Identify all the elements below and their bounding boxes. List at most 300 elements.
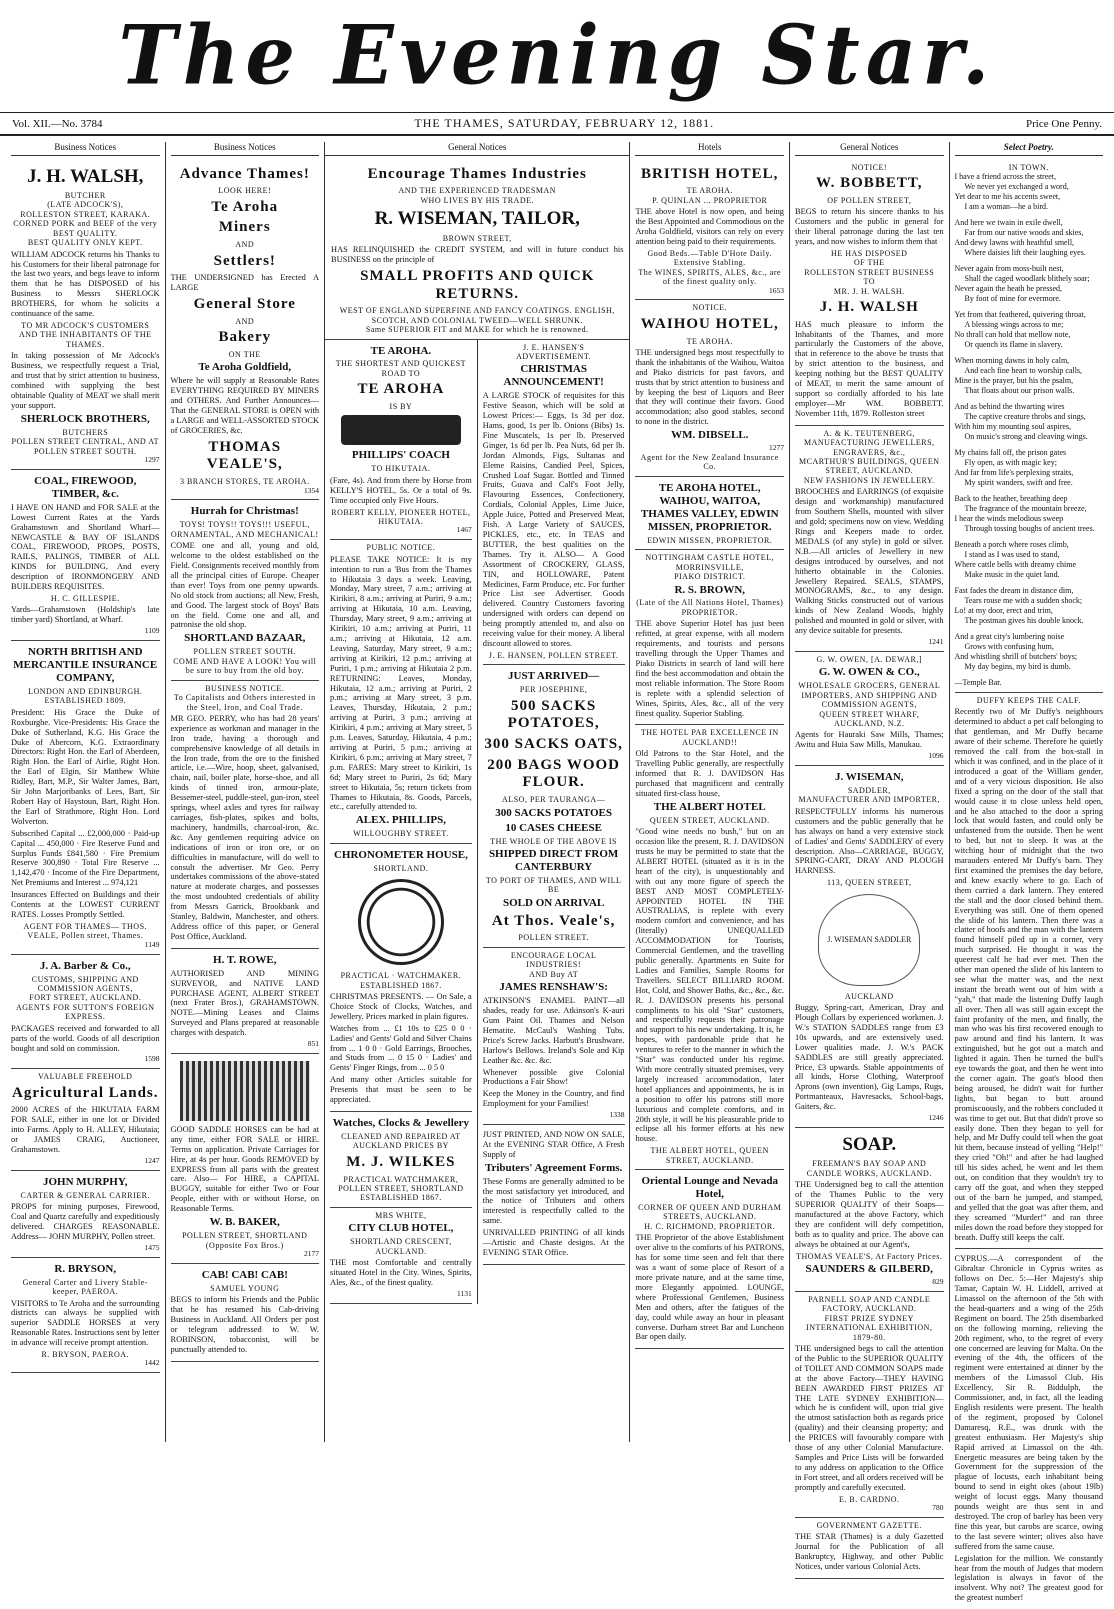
ad-body: JUST PRINTED, AND NOW ON SALE, At the EVENING STAR Office, A Fresh Supply of xyxy=(482,1129,625,1159)
ad-line: SADDLER, xyxy=(847,786,891,796)
ad-title: R. WISEMAN, TAILOR, xyxy=(374,208,580,230)
poem-line: And whistling shrill of butchers' boys; xyxy=(954,652,1078,662)
ad-title: WAIHOU HOTEL, xyxy=(640,315,779,332)
baker-ad xyxy=(171,1054,320,1264)
wilkes-ad xyxy=(330,1112,472,1208)
ad-body: RESPECTFULLY informs his numerous customers and the public generally that he has always on hand a very extensive stock of Ladies' and Gents' SADDLERY of every description. Also—CARRIAGE, BUGGY, SPRING-CART, DRAY AND PLOUGH HARNESS. xyxy=(795,806,944,876)
ad-line: G. W. OWEN, xyxy=(816,654,869,664)
ad-line: PUBLIC NOTICE. xyxy=(366,543,436,553)
poem-line: Never again from moss-built nest, xyxy=(954,264,1064,274)
ad-line: AND Buy AT xyxy=(529,969,579,979)
ad-body: THE above Hotel is now open, and being the Best Appointed and Commodious on the Aroha Goldfield, visitors can rely on every attention being paid to their requirements. xyxy=(635,207,784,246)
ad-number: 1149 xyxy=(144,939,160,949)
land-ad xyxy=(11,1069,160,1171)
ad-number: 851 xyxy=(307,1039,320,1049)
ad-line: WEST OF ENGLAND SUPERFINE AND FANCY COATINGS. ENGLISH, SCOTCH, AND COLONIAL TWEED—WELL SHRUNK. xyxy=(339,306,615,325)
ad-line: (Late of the All Nations Hotel, Thames) PROPRIETOR. xyxy=(636,598,784,617)
ad-line: THE SHORTEST AND QUICKEST ROAD TO xyxy=(335,359,467,378)
poem-line: Where daisies lift their laughing eyes. xyxy=(964,248,1086,258)
story-title: DUFFY KEEPS THE CALF. xyxy=(976,696,1081,706)
ad-line: THE HOTEL PAR EXCELLENCE IN AUCKLAND!! xyxy=(640,728,779,747)
ad-body: These Forms are generally admitted to be the most satisfactory yet introduced, and the notice of Tributers and others interested is respectfully called to the same. xyxy=(482,1176,625,1226)
volume-number: Vol. XII.—No. 3784 xyxy=(12,117,103,130)
ad-body: THE undersigned begs most respectfully to thank the inhabitants of the Waihou, Waitoa and Piako districts for past favors, and trusts that by strict attention to business and by keeping the best of Liquors and Beer that they will continue their favors. Good accommodation; also good stables, second to none in the district. xyxy=(635,347,784,427)
poem-line: Yet dear to me his accents sweet, xyxy=(954,192,1061,202)
ad-title: Advance Thames! xyxy=(179,165,310,182)
ad-title: JOHN MURPHY, xyxy=(42,1175,128,1188)
ad-title: Tributers' Agreement Forms. xyxy=(484,1161,623,1174)
ad-line: TE AROHA. xyxy=(686,186,733,196)
poem-line: —Temple Bar. xyxy=(954,678,1002,688)
bryson-ad xyxy=(11,1258,160,1374)
story-body: Recently two of Mr Duffy's neighbours determined to abduct a pet calf belonging to that gentleman, and Mr Duffy became aware of their scheme. Therefore he quietly removed the calf from the box-stall in which it was confined, and in the place of it introduced a goat of the William gender, and of a very vicious disposition. He also fixed a spring on the door of the stall that would cause it to close unless held open, and he also attached to the door a spring lock that would fasten, and could only be unfastened from the outside. Then he went to bed, but not to sleep. It was at the witching hour of midnight that the two marauders entered Mr Duffy's barn. They first examined the premises the day before, and knew exactly where to go. Each of them carried a dark lantern. They entered the stall and the door closed behind them. Everything was still. One of them opened the slide of his lantern. Then there was a clatter of hoofs and the man with the lantern found himself piled up in a corner, very much surprised. He thought it was the queerest calf he had ever met. Then the other man opened the slide of his lantern to see what the matter was, and the next instant the breath went out of him with a "yah," that made the listening Duffy laugh all over. Then all was still again except the faint profanity of the men, and finally, the man who was his first recovered enough to paw around and find his lantern. It was extinguished, but he got out a match and lighted it again. Then he turned the bull's eye towards the goat, and then he went into the corner again. The goat's blood then being aroused, he didn't wait for further lights, but began to butt around promiscuously, and the robbers concluded it was time to get out. But that didn't prove so easily done. Then they began to yell for help, and Mr Duffy could tell when the goat hit them, because instead of yelling "Help!" they cried "Oh!" and after he had laughed till his sides ached, he went and let them out, on condition that they wouldn't try to carry off the goat, and when they stepped out of the barn he jumped, and stamped, and yelled that the goat was after them, and they screamed "Murder!" and ran three miles down the road before they stopped for breath. Duffy still keeps the calf. xyxy=(954,707,1104,1242)
north-british-ad xyxy=(11,641,160,955)
ad-line: THE WHOLE OF THE ABOVE IS xyxy=(490,836,617,846)
ad-number: 1247 xyxy=(144,1155,160,1165)
poem-line: And a great city's lumbering noise xyxy=(954,632,1065,642)
ad-title: Te Aroha Goldfield, xyxy=(198,361,292,374)
poem-line: Shall the caged woodlark blithely soar; xyxy=(964,274,1090,284)
poem-line: Make music in the quiet land. xyxy=(964,570,1060,580)
column-heading: Hotels xyxy=(635,142,784,156)
ad-line: VALUABLE FREEHOLD xyxy=(38,1072,133,1082)
ad-line: MANUFACTURER AND IMPORTER, xyxy=(798,795,940,805)
ad-number: 1354 xyxy=(304,485,320,495)
poem-line: And each fine heart to worship calls, xyxy=(964,366,1083,376)
ad-title: CAB! CAB! CAB! xyxy=(201,1268,288,1281)
ad-body: GOOD SADDLE HORSES can be had at any time, either FOR SALE or HIRE. Terms on application. Private Carriages for Hire, at 4s per hour. Goods REMOVED by EXPRESS from all parts with the greatest care. Also— For HIRE, a CAPITAL BUGGY, suitable for either Two or Four People, either with or without Horse, on Reasonable Terms. xyxy=(170,1124,320,1214)
column-heading: General Notices xyxy=(325,142,629,156)
bazaar-ad xyxy=(171,500,320,680)
ad-title: SMALL PROFITS AND QUICK RETURNS. xyxy=(360,267,595,302)
poem-line: I stand as I was used to stand, xyxy=(964,550,1060,560)
poem-line: Beneath a porch where roses climb, xyxy=(954,540,1069,550)
ad-number: 1131 xyxy=(457,1288,472,1298)
poem-line: Through tossing boughs of ancient trees. xyxy=(964,524,1095,534)
ad-line: WILLOUGHBY STREET. xyxy=(353,829,449,839)
poem-line: Tears rouse me with a sudden shock; xyxy=(964,596,1083,606)
soap-ad xyxy=(795,1128,944,1292)
ad-line: BEST QUALITY ONLY KEPT. xyxy=(27,238,143,248)
british-hotel-ad xyxy=(635,160,784,301)
ad-body: THE most Comfortable and centrally situated Hotel in the City. Wines, Spirits, Ales, &c., of the finest quality. xyxy=(330,1258,472,1287)
ad-line: POLLEN STREET, SHORTLAND (Opposite Fox Bros.) xyxy=(182,1231,308,1250)
ad-number: 2177 xyxy=(304,1248,320,1258)
parnell-ad xyxy=(795,1292,944,1518)
ad-title: THE ALBERT HOTEL xyxy=(653,800,766,813)
dateline xyxy=(0,112,1114,136)
ad-title: Oriental Lounge and Nevada Hotel, xyxy=(641,1175,779,1201)
public-notice-ad xyxy=(330,540,472,843)
ad-line: BROWN STREET, xyxy=(442,233,512,243)
ad-body: CHRISTMAS PRESENTS. — On Sale, a Choice Stock of Clocks, Watches, and Jewellery. Prices marked in plain figures. xyxy=(330,992,472,1021)
column-3-split xyxy=(325,340,629,1304)
ad-line: P. QUINLAN ... PROPRIETOR xyxy=(652,195,768,205)
ad-line: MANUFACTURING JEWELLERS, ENGRAVERS, &c., xyxy=(804,438,935,457)
poem-line: Back to the heather, breathing deep xyxy=(954,494,1068,504)
poem-line: A blessing wings across to me; xyxy=(964,320,1064,330)
ad-title: ALEX. PHILLIPS, xyxy=(355,814,446,827)
column-3 xyxy=(325,142,630,1442)
ad-title: J. WISEMAN, xyxy=(834,771,904,784)
ad-body: THE UNDERSIGNED has Erected A LARGE xyxy=(170,273,320,293)
ad-title: 300 SACKS POTATOES xyxy=(495,806,613,819)
ad-line: LONDON AND EDINBURGH. xyxy=(28,686,143,696)
column-6 xyxy=(950,142,1109,1603)
ad-body: Subscribed Capital ... £2,000,000 · Paid-up Capital ... 450,000 · Fire Reserve Fund and Surplus Funds £841,580 · Fire Premium Reserve 300,890 · Total Fire Reserve ... 1,142,470 · Income of the Fire Department, Net Premiums and Interest ... 974,121 xyxy=(11,828,160,888)
ad-line: NOTTINGHAM CASTLE HOTEL, xyxy=(645,553,775,563)
ad-line: ALSO, PER TAURANGA— xyxy=(502,795,606,805)
ad-line: BUSINESS NOTICE. xyxy=(205,683,285,693)
ad-title: SHORTLAND BAZAAR, xyxy=(184,632,306,645)
ad-number: 829 xyxy=(932,1276,944,1286)
ad-line: IS BY xyxy=(389,402,413,412)
column-heading: Business Notices xyxy=(11,142,160,156)
ad-body: 2000 ACRES of the HIKUTAIA FARM FOR SALE, either in one lot or Divided into Farms. Apply to H. ALLEY, Hikutaia; or JAMES CRAIG, Auctioneer, Grahamstown. xyxy=(11,1105,160,1155)
ad-title: W. BOBBETT, xyxy=(816,175,923,192)
ad-body: AUTHORISED AND MINING SURVEYOR, and NATIVE LAND PURCHASE AGENT, ALBERT STREET (next Frater Bros.), GRAHAMSTOWN. NOTE.—Mining Leases and Claims Surveyed and Plans prepared at reasonable charges with despatch. xyxy=(170,968,320,1038)
poem-line: Fast fades the dream in distance dim, xyxy=(954,586,1074,596)
renshaw-ad xyxy=(483,948,625,1125)
ad-line: ESTABLISHED 1809. xyxy=(44,696,127,706)
poem xyxy=(955,160,1104,693)
ad-body: VISITORS to Te Aroha and the surrounding districts can always be supplied with superior SADDLE HORSES at very Reasonable Rates. Instructions sent by letter in advance will receive prompt attention. xyxy=(11,1298,160,1348)
poem-line: Or quench its flame in slavery. xyxy=(964,340,1063,350)
ad-line: ROLLESTON STREET BUSINESS xyxy=(804,267,935,277)
ad-number: 1598 xyxy=(144,1054,160,1064)
ad-body: PROPS for mining purposes, Firewood, Coal and Quartz carefully and expeditiously delivered. CHARGES REASONABLE. Address— JOHN MURPHY, Pollen street. xyxy=(11,1202,160,1241)
ad-body: Where he will supply at Reasonable Rates EVERYTHING REQUIRED BY MINERS and OTHERS. And Further Announces—That the GENERAL STORE is OPEN with a LARGE and WELL-ASSORTED STOCK of GROCERIES, &c. xyxy=(170,376,320,435)
ad-title: CHRISTMAS ANNOUNCEMENT! xyxy=(503,363,604,389)
city-club-ad xyxy=(330,1208,472,1304)
ad-title: Te Aroha xyxy=(211,198,279,215)
ad-title: Encourage Thames Industries xyxy=(367,165,587,182)
poem-line: That floats about our prison walls. xyxy=(964,386,1075,396)
ad-body: WILLIAM ADCOCK returns his Thanks to his Customers for their liberal patronage for the last two years, and begs leave to inform them that he has DISPOSED of his Business to Messrs SHERLOCK BROTHERS, for whom he solicits a continuance of the same. xyxy=(11,249,160,319)
ad-title: BRITISH HOTEL, xyxy=(641,165,779,182)
ad-body: BEGS to inform his Friends and the Public that he has resumed his Cab-driving Business in Auckland. All Orders per post or telegram addressed to W. W. ROBINSON, tobacconist, will be punctually attended to. xyxy=(170,1295,320,1354)
column-1 xyxy=(6,142,166,1442)
veale-store-ad xyxy=(171,160,320,501)
ad-line: H. C. GILLESPIE. xyxy=(50,593,120,603)
ad-body: Old Patrons to the Star Hotel, and the Travelling Public generally, are respectfully informed that R. J. DAVIDSON Has purchased that magnificent and centrally situated first-class house, xyxy=(635,749,784,798)
ad-body: I HAVE ON HAND and FOR SALE at the Lowest Current Rates at the Yards Grahamstown and Shortland Wharf— NEWCASTLE & BAY OF ISLANDS COAL, FIREWOOD, PROPS, POSTS, RAILS, PALINGS, TIMBER of ALL KINDS for BUILDING, And every description of IRONMONGERY AND BUILDERS REQUISITES. xyxy=(11,502,160,592)
ad-title: W. B. BAKER, xyxy=(209,1216,280,1229)
poem-line: On music's strong and cleaving wings. xyxy=(964,432,1088,442)
oriental-ad xyxy=(635,1170,784,1349)
ad-line: WHO LIVES BY HIS TRADE. xyxy=(420,195,534,205)
ad-title: J. H. WALSH, xyxy=(27,165,144,187)
ad-title: WM. DIBSELL. xyxy=(671,429,749,442)
ad-body: HAS much pleasure to inform the Inhabitants of the Thames, and more particularly the Customers of the above, that in reference to the above he trusts that by strict attention to the business, and keeping nothing but the BEST QUALITY of MEAT, to merit the same amount of support so cordially afforded to his late employer—Mr WM. BOBBETT. November 11th, 1879. Rolleston street xyxy=(795,319,944,418)
ad-line: TO PORT OF THAMES, AND WILL BE xyxy=(485,875,622,895)
ad-line: NOTICE. xyxy=(692,303,728,313)
ad-body: HAS RELINQUISHED the CREDIT SYSTEM, and will in future conduct his BUSINESS on the principle of xyxy=(331,245,624,264)
poem-line: I am a woman—he a bird. xyxy=(964,202,1049,212)
hansen-ad xyxy=(483,340,625,666)
ad-line: WATCHMAKER. xyxy=(397,971,462,981)
ad-line: FIRST PRIZE SYDNEY INTERNATIONAL EXHIBITION, 1879-80. xyxy=(806,1313,933,1342)
carriage-illustration xyxy=(180,1061,310,1121)
ad-line: WHOLESALE GROCERS, GENERAL IMPORTERS, AND SHIPPING AND COMMISSION AGENTS, xyxy=(798,681,941,710)
phillips-coach-ad xyxy=(330,340,472,541)
ad-body: Insurances Effected on Buildings and their Contents at the LOWEST CURRENT RATES. Losses Promptly Settled. xyxy=(11,890,160,919)
owen-ad: G. W. OWEN, [A. DEWAR,] G. W. OWEN & CO., WHOLESALE GROCERS, GENERAL IMPORTERS, AND SHIPPING AND COMMISSION AGENTS, QUEEN STREET WHARF, AUCKLAND, N.Z. Agents for Hauraki Saw Mills, Thames; Awitu and Huia Saw Mills, Manukau. 1096 xyxy=(795,652,944,766)
ad-body: PLEASE TAKE NOTICE: It is my intention to run a 'Bus from the Thames to Hikutaia 3 days a week. Leaving, Monday, Mary street, 7 a.m.; arriving at Kirikiri, 8 a.m.; arriving at Puriri, 9 a.m.; arriving at Hikutaia, 10 a.m. Leaving, Thursday, Mary street, 9 a.m.; arriving at Kirikiri, 10 a.m.; arriving at Puriri, 11 a.m.; arriving at Hikutaia, 12 a.m. Leaving, Saturday, Mary street, 9 a.m.; arriving at Kirikiri, 12 p.m.; arriving at Puriri, 1 p.m.; arriving at Hikutaia 2 p.m. RETURNING: Leaves, Monday, Hikutaia, 12 a.m.; arriving at Puriri, 2 p.m.; arriving at Mary street, 3 p.m. Leaves, Thursday, Hikutaia, 2 p.m.; arriving at Puriri, 3 p.m.; arriving at Kirikiri, 4 p.m.; arriving at Mary street, 5 p.m. Leaves, Saturday, Hikutaia, 4 p.m.; arriving at Puriri, 5 p.m.; arriving at Kirikiri, 6 p.m.; arriving at Mary street, 7 p.m. FARES: Mary street to Kirikiri, 1s 6d; Mary street to Puriri, 2s 6d; Mary street to Hikutaia, 5s; return tickets from Thames to Hikutaia, 8s. Goods, Parcels, etc., carefully attended to. xyxy=(330,554,472,812)
ad-line: The WINES, SPIRITS, ALES, &c., are of the finest quality only. xyxy=(638,267,782,287)
ad-line: CARTER & GENERAL CARRIER. xyxy=(20,1190,151,1200)
issue-date: THE THAMES, SATURDAY, FEBRUARY 12, 1881. xyxy=(414,116,715,130)
ad-body: UNRIVALLED PRINTING of all kinds—Artistic and Chaste designs. At the EVENING STAR Office. xyxy=(482,1228,625,1258)
cyprus-story xyxy=(955,1249,1104,1609)
ad-body: THE Undersigned beg to call the attention of the Thames Public to the very SUPERIOR QUALITY of their Soaps—manufactured at the above Factory, which they are confident will defy competition, both as to quality and price. The above can always be obtained at our Agent's, xyxy=(795,1180,944,1249)
ad-line: OF THE xyxy=(853,258,885,268)
poem-line: Never again the heath be pressed, xyxy=(954,284,1063,294)
poem-line: My chains fall off, the prison gates xyxy=(954,448,1067,458)
ad-number: 1246 xyxy=(928,1113,944,1123)
poem-line: I hear the winds melodious sweep xyxy=(954,514,1064,524)
column-3-left xyxy=(325,340,478,1304)
ad-line: EDWIN MISSEN, PROPRIETOR. xyxy=(647,535,773,545)
ad-body: Buggy, Spring-cart, American, Dray and Plough Collars by experienced workmen. J. W.'s STATION SADDLES range from £3 10s upwards, and are extensively used. Lower qualities made. J. W.'s PACK SADDLES are still greatly appreciated. Price, £3 upwards. Stable appointments of all kinds, Horse Clothing, Waterproof Aprons (own invention), Gig Lamps, Rugs, Portmanteaux, Havresacks, School-bags, Gaiters, &c. xyxy=(795,1003,944,1112)
column-3-right xyxy=(478,340,630,1304)
ad-line: AND xyxy=(235,316,255,326)
ad-line: QUEEN STREET, AUCKLAND. xyxy=(649,815,770,825)
ad-line: ROLLESTON STREET, KARAKA. xyxy=(20,209,151,219)
barber-ad xyxy=(11,955,160,1070)
ad-number: 1467 xyxy=(456,525,472,535)
ad-line: H. C. RICHMOND, PROPRIETOR. xyxy=(644,1221,776,1231)
column-heading: General Notices xyxy=(795,142,944,156)
poem-line: And far from life's perplexing straits, xyxy=(954,468,1074,478)
ad-line: PER JOSEPHINE, xyxy=(519,685,588,695)
poem-line: Fly open, as with magic key; xyxy=(964,458,1057,468)
ad-body: A LARGE STOCK of requisites for this Festive Season, which will be sold at Lowest Prices:— Eggs, 1s 3d per doz. Hams, good, 1s per lb. Onions (Bibs) 1s. Fine Muscatels, 1s per lb. Preserved Ginger, 1s 6d per lb. Pea Nuts, 6d per lb. Jordan Almonds, Figs, Sultanas and Eleme Raisins, Candied Peel, Spices, Crushed Loaf Sugar. Bottled and Tinned Fruits, Guava and Calf's Foot Jelly, Flavouring Essences, Confectionery, Cordials, Colonial Apples, Lime Juice, Apple Juice, Potted and Preserved Meat, Fish. A Large Variety of SAUCES, PICKLES, etc., etc. In TEAS and BUTTER, the best qualities on the Thames. Try it. ALSO— A Good Assortment of CROCKERY, GLASS, TIN, and HOLLOWARE, Patent Medicines, Farm Produce, etc. For further Price List see Advertiser. Goods delivered. Country Customers favoring undersigned with orders can depend on being promptly attended to, and also on receiving value for their money. A liberal discount allowed to stores. xyxy=(482,391,625,648)
ad-title: Watches, Clocks & Jewellery xyxy=(332,1116,470,1129)
ad-line: AND THE EXPERIENCED TRADESMAN xyxy=(398,186,557,196)
ad-title: At Thos. Veale's, xyxy=(491,912,616,929)
poem-line: Grows with confusing hum, xyxy=(964,642,1054,652)
ad-body: THE undersigned begs to call the attention of the Public to the SUPERIOR QUALITY of TOILET AND COMMON SOAPS made at the above Factory—THEY HAVING BEEN AWARDED FIRST PRIZES AT THE LATE SYDNEY EXHIBITION—which he is confident will, upon trial give the utmost satisfaction both as regards price (quality) and their cleansing property; and the PRICES will favourably compare with those of any other Colonial Manufacture. Samples and Price Lists will be forwarded to any address on application to the Office in Fort street, and all orders received will be promptly and carefully executed. xyxy=(795,1343,944,1492)
ad-line: TO xyxy=(863,277,876,287)
ad-line: J. E. HANSEN'S xyxy=(522,342,585,352)
ad-line: TO HIKUTAIA. xyxy=(371,464,431,474)
ad-line: NOTICE! xyxy=(851,162,887,172)
ad-number: 1475 xyxy=(144,1242,160,1252)
poem-line: Mine is the prayer, but his the psalm, xyxy=(954,376,1074,386)
column-heading: Business Notices xyxy=(171,142,320,156)
ad-line: BUTCHERS xyxy=(62,427,109,437)
ad-title: SOAP. xyxy=(842,1133,897,1155)
ad-line: (LATE ADCOCK'S), xyxy=(47,200,124,210)
poem-line: No thrall can hold that mellow note, xyxy=(954,330,1071,340)
ad-title: M. J. WILKES xyxy=(346,1153,456,1170)
ad-line: LOOK HERE! xyxy=(218,186,272,196)
ad-title: SAUNDERS & GILBERD, xyxy=(805,1262,933,1275)
ad-title: CITY CLUB HOTEL, xyxy=(348,1222,454,1235)
newspaper-title: The Evening Star. xyxy=(118,7,996,104)
ad-number: 1241 xyxy=(928,636,944,646)
ad-line: MCARTHUR'S BUILDINGS, QUEEN STREET, AUCKLAND. xyxy=(799,457,940,476)
poem-line: The fragrance of the mountain breeze, xyxy=(964,504,1087,514)
price: Price One Penny. xyxy=(1026,117,1102,130)
ad-line: PRACTICAL WATCHMAKER, xyxy=(343,1174,459,1184)
ad-title: Hurrah for Christmas! xyxy=(190,505,299,518)
poem-line: And dewy lawns with heathful smell, xyxy=(954,238,1075,248)
ad-line: POLLEN STREET CENTRAL, AND AT POLLEN STREET SOUTH. xyxy=(11,437,159,456)
ad-line: POLLEN STREET, SHORTLAND xyxy=(338,1183,464,1193)
ad-title: 300 SACKS OATS, xyxy=(484,736,623,753)
ad-line: CLEANED AND REPAIRED AT AUCKLAND PRICES BY xyxy=(341,1131,461,1151)
poem-line: My day begins, my bird is dumb. xyxy=(964,662,1071,672)
ad-title: JUST ARRIVED— xyxy=(508,670,600,683)
gazette-ad xyxy=(795,1518,944,1579)
chronometer-ad: CHRONOMETER HOUSE, SHORTLAND. PRACTICAL · WATCHMAKER. ESTABLISHED 1867. CHRISTMAS PRESENTS. — On Sale, a Choice Stock of Clocks, Watches, and Jewellery. Prices marked in plain figures. Watches from ... £1 10s to £25 0 0 · Ladies' and Gents' Gold and Silver Chains from ... 1 0 0 · Gold Earrings, Brooches, and Studs from ... 0 15 0 · Ladies' and Gents' Finger Rings, from ... 0 5 0 And many other Articles suitable for Presents that must be seen to be appreciated. xyxy=(330,844,472,1112)
ad-line: ESTABLISHED 1867. xyxy=(360,1193,442,1203)
ad-number: 1297 xyxy=(144,455,160,465)
column-heading: Select Poetry. xyxy=(955,142,1104,156)
story-body: Legislation for the million. We constantly hear from the mouth of Judges that modern legislation is always in favor of the insolvent. Why not? The greatest good for the greatest number! xyxy=(954,1553,1104,1603)
ad-line: THOMAS VEALE'S, At Factory Prices. xyxy=(796,1251,943,1261)
ad-line: POLLEN STREET SOUTH. xyxy=(193,647,297,657)
ad-line: CUSTOMS, SHIPPING AND COMMISSION AGENTS, xyxy=(31,974,139,993)
perry-ad xyxy=(171,681,320,949)
ad-line: POLLEN STREET. xyxy=(518,933,589,943)
ad-body: THE above Superior Hotel has just been refitted, at great expense, with all modern requirements, and tourists and persons travelling through the Upper Thames and Piako Districts in search of land will here find the best accommodation and obtain the most reliable information. The Store Room is replete with a splendid selection of Wines, Spirits, Ales, &c., all of the very finest quality. Superior Stabling. xyxy=(635,619,784,718)
ad-body: Keep the Money in the Country, and find Employment for your Families! xyxy=(482,1089,625,1109)
ad-line: SHORTLAND CRESCENT, AUCKLAND. xyxy=(350,1237,452,1256)
ad-title: J. A. Barber & Co., xyxy=(39,959,131,972)
ad-line: ENCOURAGE LOCAL INDUSTRIES! xyxy=(510,950,597,970)
bobbett-ad xyxy=(795,160,944,426)
ad-line: Good Beds.—Table D'Hote Daily. Extensive Stabling. xyxy=(647,248,772,268)
cab-ad xyxy=(171,1264,320,1362)
ad-line: FREEMAN'S BAY SOAP AND CANDLE WORKS, AUCKLAND. xyxy=(806,1159,932,1178)
ad-title: TE AROHA xyxy=(357,381,445,398)
ad-line: NEW FASHIONS IN JEWELLERY. xyxy=(803,475,935,485)
nottingham-hotel-ad xyxy=(635,550,784,725)
clock-icon xyxy=(358,879,444,965)
ad-line: Same SUPERIOR FIT and MAKE for which he is renowned. xyxy=(365,325,589,335)
ad-line: 3 BRANCH STORES, TE AROHA. xyxy=(179,477,310,487)
ad-title: 200 BAGS WOOD FLOUR. xyxy=(487,756,620,791)
columns xyxy=(6,142,1108,1603)
ad-line: GOVERNMENT GAZETTE. xyxy=(816,1520,922,1530)
ad-line: HE HAS DISPOSED xyxy=(831,248,908,258)
poem-line: And here we twain in exile dwell, xyxy=(954,218,1063,228)
ad-line: FORT STREET, AUCKLAND. xyxy=(29,993,142,1003)
ad-title: TE AROHA. xyxy=(370,344,432,357)
ad-line: To Capitalists and Others interested in the Steel, Iron, and Coal Trade. xyxy=(173,693,316,712)
ad-line: MORRINSVILLE, xyxy=(675,562,744,572)
ad-line: SAMUEL YOUNG xyxy=(210,1283,280,1293)
ad-line: R. BRYSON, PAEROA. xyxy=(41,1350,130,1360)
poem-line: By foot of mine for evermore. xyxy=(964,294,1061,304)
ad-body: COME one and all, young and old, welcome to the oldest established on the Field. Consignments received monthly from all the principal cities of Europe. Cheaper than ever! Toys from one penny upwards. No old stock from auctions; all New, Fresh, and Good. The largest stock of Boys' Bats on the field. Come one and all, and patronise the old shop. xyxy=(170,541,320,630)
wiseman-saddler-ad xyxy=(795,766,944,1128)
ad-body: Agents for Hauraki Saw Mills, Thames; Awitu and Huia Saw Mills, Manukau. xyxy=(795,730,944,750)
poem-line: We never yet exchanged a word, xyxy=(964,182,1069,192)
just-arrived-ad xyxy=(483,665,625,948)
poem-body xyxy=(955,172,1104,688)
poem-line: With him my mounting soul aspires, xyxy=(954,422,1072,432)
rowe-ad xyxy=(171,949,320,1054)
ad-title: General Store xyxy=(193,296,296,313)
story-body: CYPRUS.—A correspondent of the Gibraltar Chronicle in Cyprus writes as follows on Dec. 5:—Her Majesty's ship Tamar, Captain W. H. Liddell, arrived at Limassol on the afternoon of the 5th with the head-quarters and a wing of the 25th Regiment on board. The 25th disembarked on the following morning, relieving the 20th regiment, who, to the regret of every one concerned are leaving for Malta. On the evening of the 4th, the officers of the regiment were entertained at dinner by the members of the Limassol Club. His Excellency, Sir R. Biddulph, the Commissioner, and, in fact, all the leading English residents were present. The health of the regiment, proposed by Colonel Damaresq, R.E., was drunk with the greatest enthusiasm. Her Majesty's ship Rapid arrived at Limassol on the 4th. Energetic measures are being taken by the Government for the suppression of the plague of locusts, each inhabitant being bound to send in eight okes (about 19lb) weight of locust eggs. Many thousand pounds weight are thus sent in and destroyed. The crop of barley has been very fine this year, but carobs are scarce, owing to the last severe winter; olives also have suffered from the same cause. xyxy=(954,1254,1104,1551)
ad-title: PHILLIPS' COACH xyxy=(351,449,450,462)
poem-line: Yet from that feathered, quivering throat, xyxy=(954,310,1086,320)
ad-line: QUEEN STREET WHARF, AUCKLAND, N.Z. xyxy=(819,709,920,728)
ad-line: General Carter and Livery Stable-keeper, PAEROA. xyxy=(22,1277,148,1297)
poem-line: Lo! at my door, erect and trim, xyxy=(954,606,1053,616)
ad-body: And many other Articles suitable for Presents that must be seen to be appreciated. xyxy=(330,1075,472,1105)
ad-line: MR. J. H. WALSH. xyxy=(833,286,905,296)
teutenberg-ad xyxy=(795,426,944,652)
ad-number: 780 xyxy=(932,1503,944,1513)
ad-line: AGENT FOR THAMES— THOS. VEALE, Pollen street, Thames. xyxy=(23,921,148,941)
ad-body: President: His Grace the Duke of Roxburghe. Vice-Presidents: His Grace the Duke of Sutherland, K.G. His Grace the Duke of Abercorn, K.G. Extraordinary Directors: Right Hon. the Earl of Aberdeen, Right Hon. the Earl of Airlie, Right Hon. the Earl of Elgin, Sir Matthew White Ridley, Bart, M.P., Sir Walter James, Bart, Sir John Marjoribanks of Lees, Bart, Sir Robert Hay of Haystoun, Bart, Right Hon. the Earl of Strathmore, Right Hon. Lord Wolverton. xyxy=(11,707,160,826)
ad-body: THE Proprietor of the above Establishment over alive to the comforts of his PATRONS, has for some time seen and felt that there was a want of some place of Resort of a more private nature, and at the same time, more Elegantly appointed. LOUNGE, where Professional Gentlemen, Business Men and others, after the fatigues of the day, could while away an hour in pleasant converse. Durham street Bar and Luncheon Bar open daily. xyxy=(635,1233,784,1342)
ad-line: CORNER OF QUEEN AND DURHAM STREETS, AUCKLAND. xyxy=(638,1203,782,1222)
ad-line: AND xyxy=(235,240,255,250)
ad-title: J. H. WALSH xyxy=(819,298,919,315)
ad-title: Settlers! xyxy=(213,252,276,269)
ad-line: E. B. CARDNO. xyxy=(839,1494,900,1504)
ad-line: PARNELL SOAP AND CANDLE FACTORY, AUCKLAND. xyxy=(808,1294,931,1314)
poem-line: Where cattle bells with dreamy chime xyxy=(954,560,1077,570)
tributers-ad xyxy=(483,1125,625,1265)
ad-line: ROBERT KELLY, PIONEER HOTEL, HIKUTAIA. xyxy=(331,507,471,527)
ad-number: 1277 xyxy=(769,443,784,453)
ad-title: H. T. ROWE, xyxy=(213,953,277,966)
ad-line: PRACTICAL xyxy=(340,971,390,981)
ad-body: "Good wine needs no bush," but on an occasion like the present, R. J. DAVIDSON trusts he may be permitted to state that the ALBERT HOTEL (situated as it is in the heart of the city), is unquestionably and with out any more figure of speech the BEST AND MOST COMPLETELY-APPOINTED HOTEL IN THE AUSTRALIAS, is replete with every modern comfort and convenience, and has (literally) UNEQUALLED ACCOMMODATION for Tourists, Commercial Gentlemen, and the travelling public generally. Apartments en Suite for Ladies and Families, Sample Rooms for Travellers. SELECT BILLIARD ROOM. Hot, Cold, and Shower Baths, &c., &c., &c. R. J. DAVIDSON presents his personal compliments to his old "Star" customers, and respectfully requests their patronage and support to his new undertaking. It is, he hopes, with pardonable pride that he ventures to refer to the manner in which the "Star" was conducted under his regime. With more centrally situated premises, very largely increased accommodation, later hotel appliances and appointments, he is in a position to offer his patrons still more luxurious and complete comforts, and in 20th style, it will be his pleasurable pride to eclipse all his former efforts at his new house. xyxy=(635,827,784,1144)
ad-body: Whenever possible give Colonial Productions a Fair Show! xyxy=(482,1067,625,1087)
ad-title: Agricultural Lands. xyxy=(12,1084,159,1101)
ad-number: 1338 xyxy=(609,1110,625,1120)
column-4 xyxy=(630,142,790,1442)
ad-line: AUCKLAND xyxy=(844,991,894,1001)
ad-title: COAL, FIREWOOD, TIMBER, &c. xyxy=(34,474,137,500)
saddle-label: J. WISEMAN SADDLER xyxy=(827,934,912,944)
albert-hotel-ad xyxy=(635,725,784,1170)
ad-number: 1109 xyxy=(144,626,160,636)
ad-line: TE AROHA. xyxy=(686,336,733,346)
ad-title: CHRONOMETER HOUSE, xyxy=(333,848,468,861)
ad-number: 1653 xyxy=(769,285,784,295)
te-aroha-hotel-ad xyxy=(635,477,784,550)
saddle-icon xyxy=(818,894,920,986)
poem-line: When morning dawns in holy calm, xyxy=(954,356,1070,366)
ad-body: ATKINSON'S ENAMEL PAINT—all shades, ready for use. Atkinson's K-auri Gum Paint Oil. Thames and Nelson Hematite. McCaul's Washing Tubs. Price's Screw Jacks. Harbutt's Brushware. Harlow's Bellows. Ireland's Sole and Kip Leather &c. &c. &c. xyxy=(482,996,625,1065)
ad-line: A. & K. TEUTENBERG, xyxy=(823,428,916,438)
ad-body: THE STAR (Thames) is a duly Gazetted Journal for the Publication of all Bankruptcy, Highway, and other Public Notices, under various Colonial Acts. xyxy=(795,1532,944,1572)
ad-body: In taking possession of Mr Adcock's Business, we respectfully request a Trial, and trust that by strict attention to business, combined with supplying the best obtainable Quality of MEAT we shall merit your support. xyxy=(11,351,160,410)
ad-line: CORNED PORK and BEEF of the very BEST QUALITY. xyxy=(13,219,158,238)
poem-line: The captive creature throbs and sings, xyxy=(964,412,1086,422)
ad-title: R. BRYSON, xyxy=(54,1262,117,1275)
ad-line: 113, QUEEN STREET, xyxy=(826,878,912,888)
ad-line: ESTABLISHED 1867. xyxy=(360,980,442,990)
ad-title: SHERLOCK BROTHERS, xyxy=(20,412,150,425)
ad-body: BROOCHES and EARRINGS (of exquisite design and workmanship) manufactured from Southern Shells, mounted with silver and gold; specimens now on view. Wedding Rings and Keepers made to order. MEDALS (of any style) in gold or silver. N.B.—All articles of Jewellery in new designs introduced by ourselves, and not hitherto obtainable in the Colonies. Jewellery Repaired. SEALS, STAMPS, MONOGRAMS, &c., to any design. Walking Sticks constructed out of various kinds of New Zealand Woods, highly polished and mounted in gold or silver, with any device suitable for presents. xyxy=(795,487,944,636)
ad-title: TE AROHA HOTEL, WAIHOU, WAITOA, THAMES VALLEY, EDWIN MISSEN, PROPRIETOR. xyxy=(640,481,779,533)
poem-line: And as behind the thwarting wires xyxy=(954,402,1065,412)
ad-line: ON THE xyxy=(228,349,261,359)
ad-title: 10 CASES CHEESE xyxy=(505,821,602,834)
coal-ad xyxy=(11,470,160,641)
ad-line: A. DEWAR, xyxy=(874,654,919,664)
